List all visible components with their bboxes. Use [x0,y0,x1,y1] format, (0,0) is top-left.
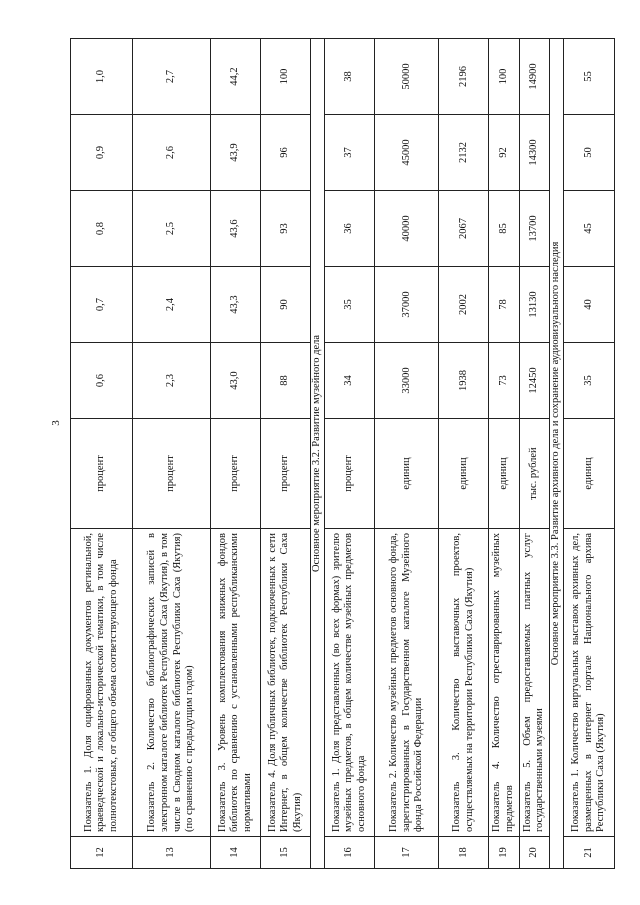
table-row [211,39,261,869]
value-cell: 14900 [519,39,549,115]
value-cell: 43,3 [211,267,261,343]
section-title: Основное мероприятие 3.3. Развитие архивного дела и сохранение аудиовизуального наследия [549,39,563,869]
indicator-description: Показатель 4. Количество отреставрированных музейных предметов [489,529,519,837]
row-number: 15 [261,837,311,869]
value-cell: 1,0 [71,39,133,115]
value-cell: 93 [261,191,311,267]
value-cell: 50000 [375,39,439,115]
table-body [71,39,615,869]
row-number: 17 [375,837,439,869]
table-row [563,39,614,869]
value-cell: 44,2 [211,39,261,115]
value-cell: 0,6 [71,343,133,419]
value-cell: 88 [261,343,311,419]
value-cell: 100 [261,39,311,115]
value-cell: 2,7 [133,39,211,115]
value-cell: 2,4 [133,267,211,343]
indicator-description: Показатель 4. Доля публичных библиотек, подключенных к сети Интернет, в общем количестве библиотек Республики Саха (Якутия) [261,529,311,837]
value-cell: 37000 [375,267,439,343]
value-cell: 35 [325,267,375,343]
value-cell: 45000 [375,115,439,191]
value-cell: 50 [563,115,614,191]
unit-cell: процент [261,419,311,529]
value-cell: 0,9 [71,115,133,191]
table-row [439,39,489,869]
value-cell: 55 [563,39,614,115]
indicator-description: Показатель 1. Доля оцифрованных документов регинальной, краеведческой и локально-исторической тематики, в том числе полнотекстовых, от общего объема соответствующего фонда [71,529,133,837]
indicator-description: Показатель 3. Уровень комплектования книжных фондов библиотек по сравнению с установленными республиканскими нормативами [211,529,261,837]
unit-cell: процент [325,419,375,529]
table-row [325,39,375,869]
rotated-table-container [70,39,615,869]
indicator-description: Показатель 2. Количество музейных предметов основного фонда, зарегистрированных в Государственном каталоге Музейного фонда Российской Федерации [375,529,439,837]
value-cell: 100 [489,39,519,115]
value-cell: 0,8 [71,191,133,267]
indicator-description: Показатель 3. Количество выставочных проектов, осуществляемых на территории Республики Саха (Якутия) [439,529,489,837]
value-cell: 2067 [439,191,489,267]
section-row [549,39,563,869]
unit-cell: процент [133,419,211,529]
value-cell: 33000 [375,343,439,419]
indicator-description: Показатель 1. Количество виртуальных выставок архивных дел, размещенных в интернет портале Национального архива Республики Саха (Якутия) [563,529,614,837]
value-cell: 13700 [519,191,549,267]
unit-cell: процент [71,419,133,529]
row-number: 21 [563,837,614,869]
indicators-table [70,38,615,869]
table-row [133,39,211,869]
value-cell: 43,6 [211,191,261,267]
value-cell: 78 [489,267,519,343]
value-cell: 40000 [375,191,439,267]
value-cell: 37 [325,115,375,191]
value-cell: 12450 [519,343,549,419]
page-number: 3 [50,420,62,426]
unit-cell: единиц [375,419,439,529]
value-cell: 0,7 [71,267,133,343]
row-number: 16 [325,837,375,869]
table-row [261,39,311,869]
value-cell: 43,9 [211,115,261,191]
value-cell: 45 [563,191,614,267]
value-cell: 40 [563,267,614,343]
indicator-description: Показатель 2. Количество библиографических записей в электронном каталоге библиотек Республики Саха (Якутия), в том числе в Сводном каталоге библиотек Республики Саха (Якутия) (по сравнению с предыдущим годом) [133,529,211,837]
value-cell: 38 [325,39,375,115]
table-row [71,39,133,869]
value-cell: 90 [261,267,311,343]
row-number: 13 [133,837,211,869]
unit-cell: единиц [489,419,519,529]
value-cell: 2,6 [133,115,211,191]
value-cell: 43,0 [211,343,261,419]
value-cell: 2,5 [133,191,211,267]
row-number: 20 [519,837,549,869]
table-row [519,39,549,869]
indicator-description: Показатель 1. Доля представленных (во всех формах) зрителю музейных предметов, в общем количестве музейных предметов основного фонда [325,529,375,837]
unit-cell: процент [211,419,261,529]
value-cell: 73 [489,343,519,419]
row-number: 19 [489,837,519,869]
value-cell: 2002 [439,267,489,343]
row-number: 12 [71,837,133,869]
value-cell: 2132 [439,115,489,191]
value-cell: 2196 [439,39,489,115]
value-cell: 35 [563,343,614,419]
unit-cell: единиц [439,419,489,529]
section-row [311,39,325,869]
table-row [375,39,439,869]
table-row [489,39,519,869]
value-cell: 13130 [519,267,549,343]
value-cell: 1938 [439,343,489,419]
unit-cell: единиц [563,419,614,529]
value-cell: 96 [261,115,311,191]
indicator-description: Показатель 5. Объем предоставляемых платных услуг государственными музеями [519,529,549,837]
section-title: Основное мероприятие 3.2. Развитие музейного дела [311,39,325,869]
row-number: 14 [211,837,261,869]
unit-cell: тыс. рублей [519,419,549,529]
row-number: 18 [439,837,489,869]
value-cell: 14300 [519,115,549,191]
value-cell: 85 [489,191,519,267]
value-cell: 92 [489,115,519,191]
value-cell: 36 [325,191,375,267]
value-cell: 2,3 [133,343,211,419]
value-cell: 34 [325,343,375,419]
